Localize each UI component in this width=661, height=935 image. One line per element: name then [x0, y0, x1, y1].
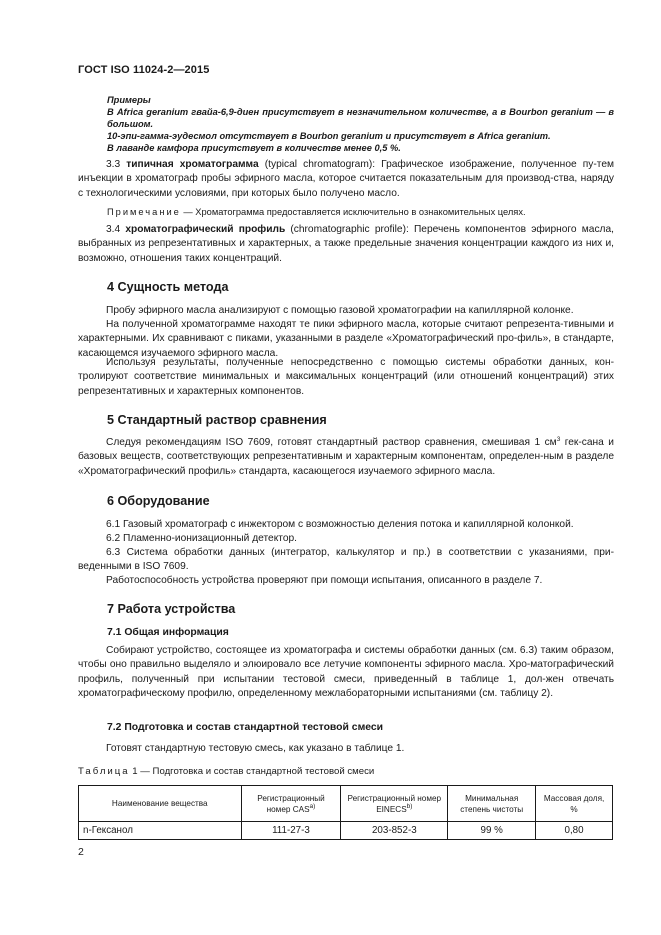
definition-3-3-term: типичная хроматограмма	[126, 159, 259, 170]
table-header-einecs-label: Регистрационный номер EINECS	[347, 793, 442, 814]
section-4-para-2: На полученной хроматограмме находят те пики эфирного масла, которые считают репрезента-тивными и характерными. Их сравнивают с пиками, указанными в разделе «Хроматографический про-филь», в стандарте, касающемся изучаемого эфирного масла.	[78, 319, 614, 359]
example-line-3: В лаванде камфора присутствует в количестве менее 0,5 %.	[107, 143, 401, 153]
table-cell-einecs: 203-852-3	[341, 822, 448, 840]
equipment-item-6-2: 6.2 Пламенно-ионизационный детектор.	[106, 533, 297, 544]
table-caption-label: Таблица	[78, 766, 130, 777]
section-6-para: Работоспособность устройства проверяют при помощи испытания, описанного в разделе 7.	[106, 575, 543, 586]
subsection-7-2-heading: 7.2 Подготовка и состав стандартной тестовой смеси	[107, 722, 384, 733]
table-header-cas	[241, 786, 341, 822]
table-header-mass-fraction-label: Массовая доля, %	[543, 793, 605, 814]
equipment-item-6-1: 6.1 Газовый хроматограф с инжектором с возможностью деления потока и капиллярной колонкой.	[106, 519, 574, 530]
section-7-2-para: Готовят стандартную тестовую смесь, как указано в таблице 1.	[106, 743, 405, 754]
table-cell-substance: n-Гексанол	[79, 822, 242, 840]
section-7-heading: 7 Работа устройства	[107, 602, 236, 616]
table-header-cas-label: Регистрационный номер CAS	[257, 793, 325, 814]
section-5-para-1-a: Следуя рекомендациям ISO 7609, готовят стандартный раствор сравнения, смешивая 1 см	[106, 437, 557, 448]
definition-3-3-number: 3.3	[106, 159, 127, 170]
section-5-para-1-b: гек-сана и базовых веществ, соответствующих репрезентативным и характерным компонентам, определен-ным в разделе «Хроматографический профиль» стандарта, касающегося изучаемого эфирного масла.	[78, 437, 614, 477]
note-label: Примечание	[107, 207, 181, 217]
table-cell-mass-fraction: 0,80	[536, 822, 613, 840]
table-header-substance	[79, 786, 242, 822]
example-line-1: В Africa geranium гвайа-6,9-диен присутствует в незначительном количестве, а в Bourbon geranium — в большом.	[107, 107, 614, 129]
table-cell-purity: 99 %	[448, 822, 536, 840]
examples-title: Примеры	[107, 95, 151, 105]
section-4-heading: 4 Сущность метода	[107, 280, 229, 294]
table-header-row	[79, 786, 613, 822]
section-5-para-1	[78, 436, 614, 479]
equipment-item-6-3: 6.3 Система обработки данных (интегратор, калькулятор и пр.) в соответствии с указаниями, при-веденными в ISO 7609.	[78, 547, 614, 573]
definition-3-4	[78, 223, 614, 266]
definition-3-4-term: хроматографический профиль	[125, 224, 286, 235]
table-caption	[78, 766, 374, 777]
table-header-mass-fraction	[536, 786, 613, 822]
subsection-7-1-heading: 7.1 Общая информация	[107, 627, 229, 638]
table-header-einecs	[341, 786, 448, 822]
table-header-purity-label: Минимальная степень чистоты	[460, 793, 524, 814]
section-4-para-1: Пробу эфирного масла анализируют с помощью газовой хроматографии на капиллярной колонке.	[106, 305, 574, 316]
section-7-1-para: Собирают устройство, состоящее из хроматографа и системы обработки данных (см. 6.3) таким образом, чтобы оно правильно выделяло и элюировало все летучие компоненты эфирного масла. Хро-матографический профиль, полученный при испытании тестовой смеси, приведенный в таблице 1, дол-жен отвечать хроматографическому профилю, определенному межлабораторными испытаниями (см. таблицу 2).	[78, 645, 614, 699]
definition-3-3	[78, 158, 614, 201]
definition-3-4-text: (chromatographic profile): Перечень компонентов эфирного масла, выбранных из репрезентативных и характерных, а также предельные значения концентрации каждого из них и, возможно, отношения таких концентраций.	[78, 224, 614, 264]
section-6-heading: 6 Оборудование	[107, 494, 210, 508]
document-header: ГОСТ ISO 11024-2—2015	[78, 64, 210, 76]
section-5-heading: 5 Стандартный раствор сравнения	[107, 413, 327, 427]
footnote-b-marker: b)	[406, 802, 413, 810]
example-line-2: 10-эпи-гамма-эудесмол отсутствует в Bourbon geranium и присутствует в Africa geranium.	[107, 131, 551, 141]
table-caption-text: 1 — Подготовка и состав стандартной тестовой смеси	[129, 766, 375, 777]
definition-3-4-number: 3.4	[106, 224, 126, 235]
cubic-superscript: 3	[556, 436, 561, 443]
table-row	[79, 822, 613, 840]
table-header-purity	[448, 786, 536, 822]
note-text: — Хроматограмма предоставляется исключительно в ознакомительных целях.	[180, 207, 526, 217]
section-4-para-3: Используя результаты, полученные непосредственно с помощью системы обработки данных, кон-тролируют соответствие минимальных и максимальных концентраций (или отношений концентраций) этих репрезентативных и характерных компонентов.	[78, 357, 614, 397]
page-number: 2	[78, 846, 84, 858]
definition-3-3-text: (typical chromatogram): Графическое изображение, полученное пу-тем инъекции в хроматограф пробы эфирного масла, которое считается показательным для производ-ства, наряду с технологическими условиями, при которых было получено масло.	[78, 159, 614, 199]
table-1	[78, 785, 613, 840]
table-header-substance-label: Наименование вещества	[111, 799, 208, 808]
footnote-a-marker: a)	[309, 802, 316, 810]
note	[107, 207, 526, 217]
table-cell-cas: 111-27-3	[241, 822, 341, 840]
